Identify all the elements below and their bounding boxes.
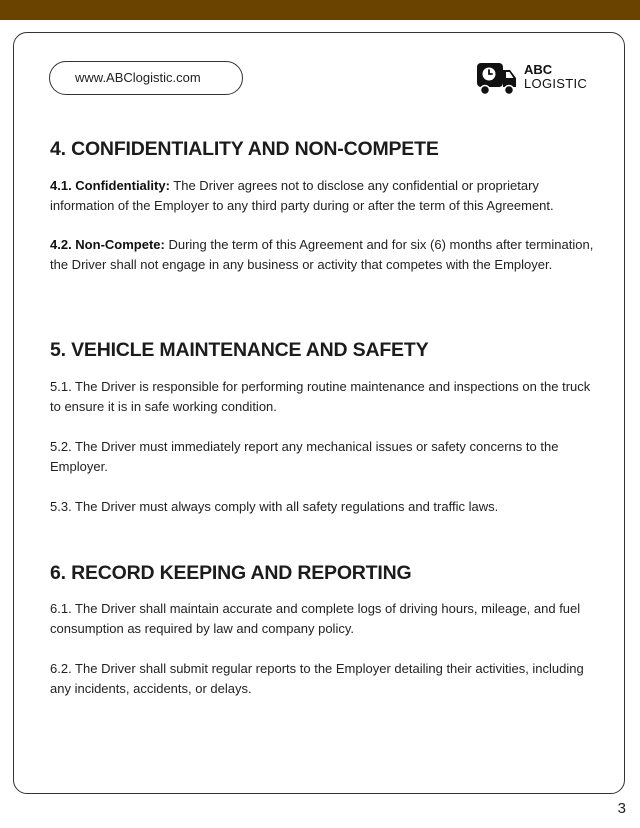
clause-5-2: 5.2. The Driver must immediately report any mechanical issues or safety concerns to the Employer. — [50, 439, 559, 474]
section-heading-confidentiality: 4. CONFIDENTIALITY AND NON-COMPETE — [50, 138, 439, 160]
company-logo — [476, 60, 596, 96]
logo-text-logistic: LOGISTIC — [524, 76, 588, 91]
clause-6-1: 6.1. The Driver shall maintain accurate and complete logs of driving hours, mileage, and fuel consumption as required by law and company policy. — [50, 601, 581, 636]
top-color-bar — [0, 0, 640, 20]
clause-4-2 — [50, 235, 595, 275]
logo-text-abc: ABC — [524, 62, 553, 77]
section-heading-record-keeping: 6. RECORD KEEPING AND REPORTING — [50, 562, 412, 584]
clause-label: 4.2. Non-Compete: — [50, 237, 165, 252]
clause-text: During the term of this Agreement and for six (6) months after termination, the Driver shall not engage in any business or activity that competes with the Employer. — [50, 237, 594, 272]
logo-wordmark — [524, 63, 587, 91]
clause-6-2: 6.2. The Driver shall submit regular reports to the Employer detailing their activities, including any incidents, accidents, or delays. — [50, 661, 584, 696]
clause-label: 4.1. Confidentiality: — [50, 178, 170, 193]
page-number: 3 — [617, 800, 626, 817]
clause-5-3: 5.3. The Driver must always comply with all safety regulations and traffic laws. — [50, 499, 499, 514]
delivery-truck-icon — [476, 60, 518, 96]
clause-4-1 — [50, 176, 595, 216]
section-heading-vehicle-maintenance: 5. VEHICLE MAINTENANCE AND SAFETY — [50, 339, 429, 361]
website-url-pill[interactable]: www.ABClogistic.com — [49, 61, 243, 95]
clause-text: The Driver agrees not to disclose any confidential or proprietary information of the Employer to any third party during or after the term of this Agreement. — [50, 178, 554, 213]
clause-5-1: 5.1. The Driver is responsible for performing routine maintenance and inspections on the truck to ensure it is in safe working condition. — [50, 379, 591, 414]
